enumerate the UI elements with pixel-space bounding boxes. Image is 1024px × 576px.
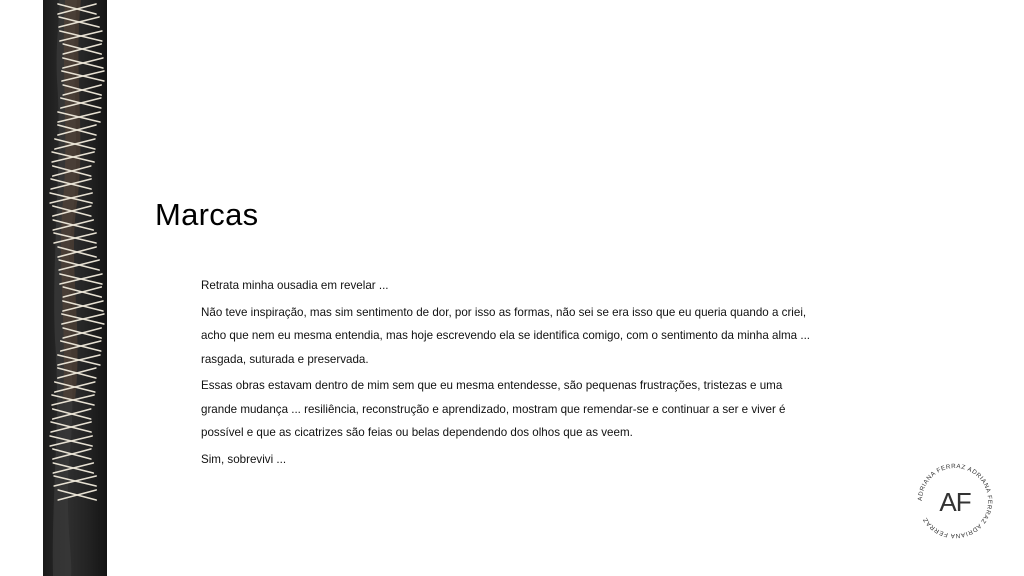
page-title: Marcas [155,196,259,232]
logo [913,459,997,543]
paragraph-works: Essas obras estavam dentro de mim sem que eu mesma entendesse, são pequenas frustrações, tristezas e uma grande mudança ... resiliência, reconstrução e aprendizado, mostram que remendar-se e continuar a ser e viver é possível e que as cicatrizes são feias ou belas dependendo dos olhos que as veem. [201,379,786,439]
stitch-pattern-graphic [43,0,107,576]
logo-ring-text: ADRIANA FERRAZ ADRIANA FERRAZ ADRIANA FERRAZ [916,462,994,540]
paragraph-closing: Sim, sobrevivi ... [201,452,287,466]
artwork-stitched-strip [43,0,107,576]
body-text [201,274,811,474]
logo-monogram: AF [939,487,971,517]
paragraph-intro: Retrata minha ousadia em revelar ... [201,279,389,292]
paragraph-inspiration: Não teve inspiração, mas sim sentimento de dor, por isso as formas, não sei se era isso que eu queria quando a criei, acho que nem eu mesma entendia, mas hoje escrevendo ela se identifica comigo, com o sentimento da minha alma ... rasgada, suturada e preservada. [201,305,811,366]
logo-emblem [913,459,997,543]
